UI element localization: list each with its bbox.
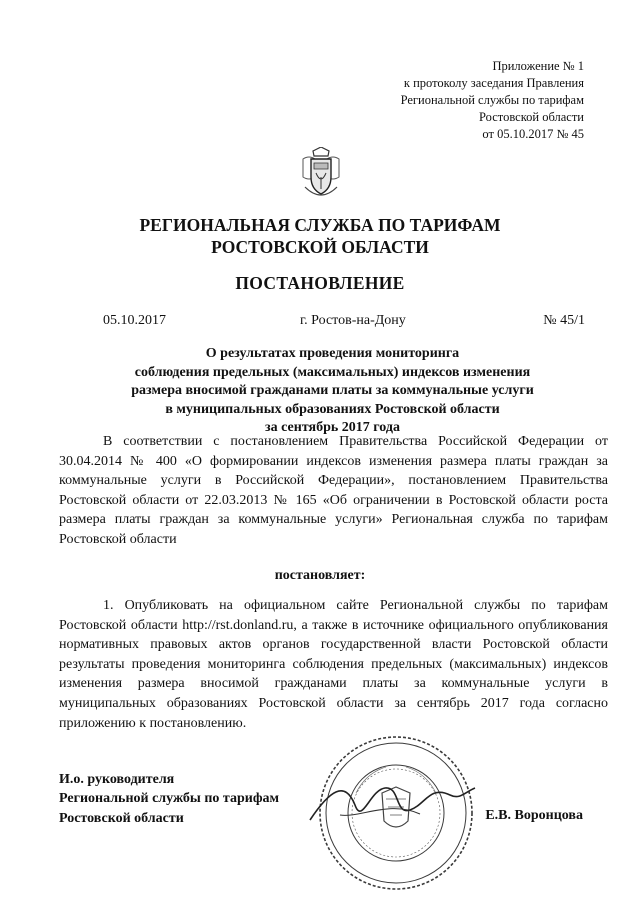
subject-line: соблюдения предельных (максимальных) индексов изменения — [134, 364, 531, 380]
signatory-name: Е.В. Воронцова — [485, 808, 583, 823]
document-date: 05.10.2017 — [103, 313, 166, 328]
signatory-position — [59, 770, 279, 828]
signatory-line: Региональной службы по тарифам — [59, 791, 280, 807]
org-title-line: РОСТОВСКОЙ ОБЛАСТИ — [211, 237, 429, 257]
document-subject — [0, 345, 640, 438]
signatory-line: И.о. руководителя — [59, 772, 175, 787]
document-number: № 45/1 — [543, 313, 585, 328]
org-title-line: РЕГИОНАЛЬНАЯ СЛУЖБА ПО ТАРИФАМ — [139, 215, 501, 235]
document-type: ПОСТАНОВЛЕНИЕ — [235, 273, 405, 293]
handwritten-signature-icon — [300, 770, 480, 840]
subject-line: размера вносимой гражданами платы за коммунальные услуги — [131, 383, 534, 398]
annex-line: Ростовской области — [479, 110, 584, 124]
annex-block — [401, 58, 584, 143]
coat-of-arms-icon — [299, 147, 343, 199]
subject-line: за сентябрь 2017 года — [265, 420, 400, 435]
organization-title — [0, 214, 640, 258]
decree-word: постановляет: — [274, 568, 366, 583]
document-city: г. Ростов-на-Дону — [300, 313, 406, 328]
annex-line: Региональной службы по тарифам — [400, 93, 584, 107]
annex-line: к протоколу заседания Правления — [403, 76, 584, 90]
subject-line: О результатах проведения мониторинга — [205, 346, 460, 361]
item-paragraph: 1. Опубликовать на официальном сайте Региональной службы по тарифам Ростовской области http://rst.donland.ru, а также в источнике официального опубликования нормативных правовых актов органов государственной власти Ростовской области результаты проведения мониторинга соблюдения предельных (максимальных) индексов изменения размера вносимой гражданами платы за коммунальные услуги в муниципальных образованиях Ростовской области за сентябрь 2017 года согласно приложению к постановлению. — [59, 598, 608, 731]
annex-line: от 05.10.2017 № 45 — [482, 127, 584, 141]
annex-line: Приложение № 1 — [492, 59, 584, 73]
preamble-paragraph: В соответствии с постановлением Правительства Российской Федерации от 30.04.2014 № 400 «О формировании индексов изменения размера платы граждан за коммунальные услуги в Российской Федерации», постановлением Правительства Ростовской области от 22.03.2013 № 165 «Об ограничении в Ростовской области роста размера платы граждан за коммунальные услуги» Региональная служба по тарифам Ростовской области — [59, 434, 608, 547]
signatory-line: Ростовской области — [59, 810, 184, 826]
subject-line: в муниципальных образованиях Ростовской области — [165, 401, 500, 417]
document-meta — [103, 313, 585, 329]
